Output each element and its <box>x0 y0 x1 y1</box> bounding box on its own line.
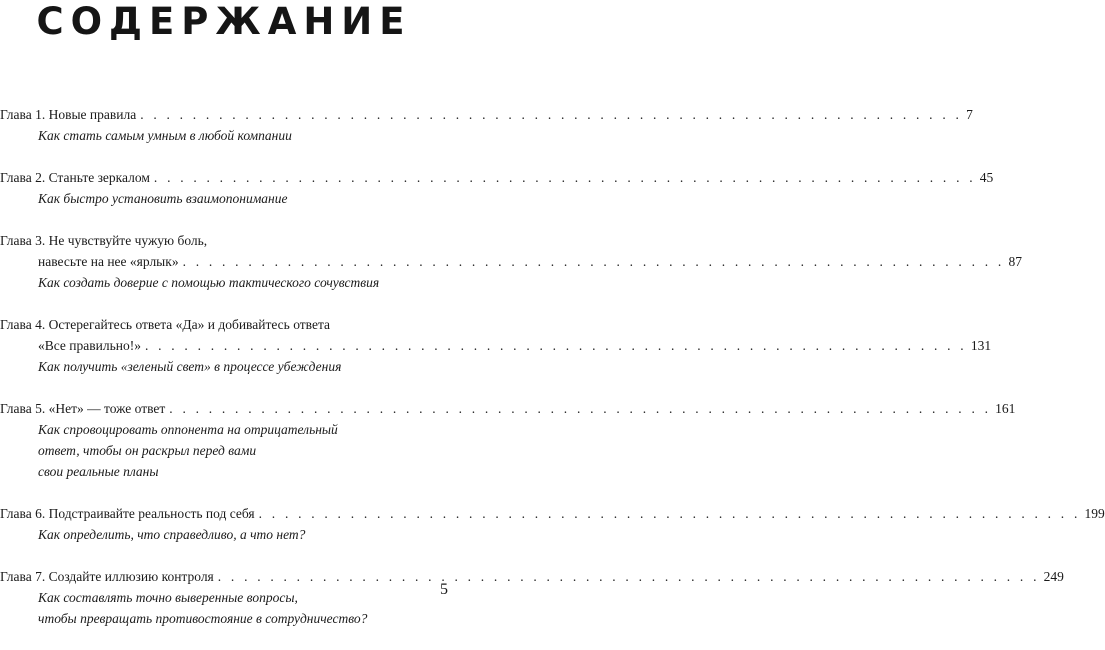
toc-entry-chapter-7[interactable] <box>0 566 1064 629</box>
chapter-title-line <box>0 503 1105 524</box>
chapter-page-number: 249 <box>1043 569 1064 584</box>
chapter-subtitle: Как создать доверие с помощью тактического сочувствия <box>38 275 380 290</box>
chapter-subtitle: ответ, чтобы он раскрыл перед вами <box>38 443 257 458</box>
chapter-title: Глава 7. Создайте иллюзию контроля <box>0 569 214 584</box>
toc-entry-chapter-2[interactable] <box>0 167 994 209</box>
chapter-title-line <box>0 251 1022 272</box>
chapter-title: Глава 2. Станьте зеркалом <box>0 170 150 185</box>
chapter-page-number: 131 <box>970 338 992 353</box>
chapter-title-line <box>0 335 992 356</box>
chapter-title-continued: навесьте на нее «ярлык» <box>38 254 179 269</box>
toc-entry-chapter-6[interactable] <box>0 503 1105 545</box>
dot-leader: . . . . . . . . . . . . . . . . . . . . . . . . . . . . . . . . . . . . . . . . . . . . . . . . . . . . . . . . . . . . . . . <box>153 170 976 185</box>
chapter-title-line <box>0 566 1064 587</box>
chapter-subtitle: Как составлять точно выверенные вопросы, <box>38 590 298 605</box>
chapter-title: Глава 3. Не чувствуйте чужую боль, <box>0 233 208 248</box>
chapter-subtitle: Как получить «зеленый свет» в процессе убеждения <box>38 359 342 374</box>
chapter-title: Глава 1. Новые правила <box>0 107 137 122</box>
chapter-subtitle: Как спровоцировать оппонента на отрицательный <box>38 422 338 437</box>
chapter-subtitle: Как стать самым умным в любой компании <box>38 128 292 143</box>
chapter-title: Глава 6. Подстраивайте реальность под себя <box>0 506 255 521</box>
chapter-page-number: 161 <box>995 401 1016 416</box>
toc-entry-chapter-3[interactable] <box>0 230 1022 293</box>
chapter-title-continued: «Все правильно!» <box>38 338 141 353</box>
dot-leader: . . . . . . . . . . . . . . . . . . . . . . . . . . . . . . . . . . . . . . . . . . . . . . . . . . . . . . . . . . . . . . . <box>258 506 1081 521</box>
chapter-page-number: 7 <box>966 107 973 122</box>
dot-leader: . . . . . . . . . . . . . . . . . . . . . . . . . . . . . . . . . . . . . . . . . . . . . . . . . . . . . . . . . . . . . . . <box>140 107 963 122</box>
dot-leader: . . . . . . . . . . . . . . . . . . . . . . . . . . . . . . . . . . . . . . . . . . . . . . . . . . . . . . . . . . . . . . . <box>217 569 1040 584</box>
chapter-title-line <box>0 314 420 335</box>
toc-entry-chapter-1[interactable] <box>0 104 973 146</box>
chapter-title: Глава 4. Остерегайтесь ответа «Да» и добивайтесь ответа <box>0 317 331 332</box>
toc-entry-chapter-5[interactable] <box>0 398 1016 482</box>
chapter-subtitle: чтобы превращать противостояние в сотрудничество? <box>38 611 368 626</box>
chapter-title-line <box>0 104 973 125</box>
dot-leader: . . . . . . . . . . . . . . . . . . . . . . . . . . . . . . . . . . . . . . . . . . . . . . . . . . . . . . . . . . . . . . . <box>182 254 1005 269</box>
page-title: СОДЕРЖАНИЕ <box>36 0 412 43</box>
chapter-subtitle: Как быстро установить взаимопонимание <box>38 191 288 206</box>
chapter-subtitle: Как определить, что справедливо, а что нет? <box>38 527 306 542</box>
chapter-title: Глава 5. «Нет» — тоже ответ <box>0 401 166 416</box>
chapter-page-number: 45 <box>979 170 994 185</box>
chapter-subtitle: свои реальные планы <box>38 464 159 479</box>
chapter-title-line <box>0 230 420 251</box>
chapter-title-line <box>0 398 1016 419</box>
dot-leader: . . . . . . . . . . . . . . . . . . . . . . . . . . . . . . . . . . . . . . . . . . . . . . . . . . . . . . . . . . . . . . . <box>144 338 967 353</box>
table-of-contents <box>0 104 1105 650</box>
chapter-page-number: 87 <box>1008 254 1022 269</box>
toc-entry-chapter-4[interactable] <box>0 314 992 377</box>
dot-leader: . . . . . . . . . . . . . . . . . . . . . . . . . . . . . . . . . . . . . . . . . . . . . . . . . . . . . . . . . . . . . . . <box>169 401 992 416</box>
chapter-title-line <box>0 167 994 188</box>
chapter-page-number: 199 <box>1084 506 1105 521</box>
page-number: 5 <box>440 581 448 598</box>
